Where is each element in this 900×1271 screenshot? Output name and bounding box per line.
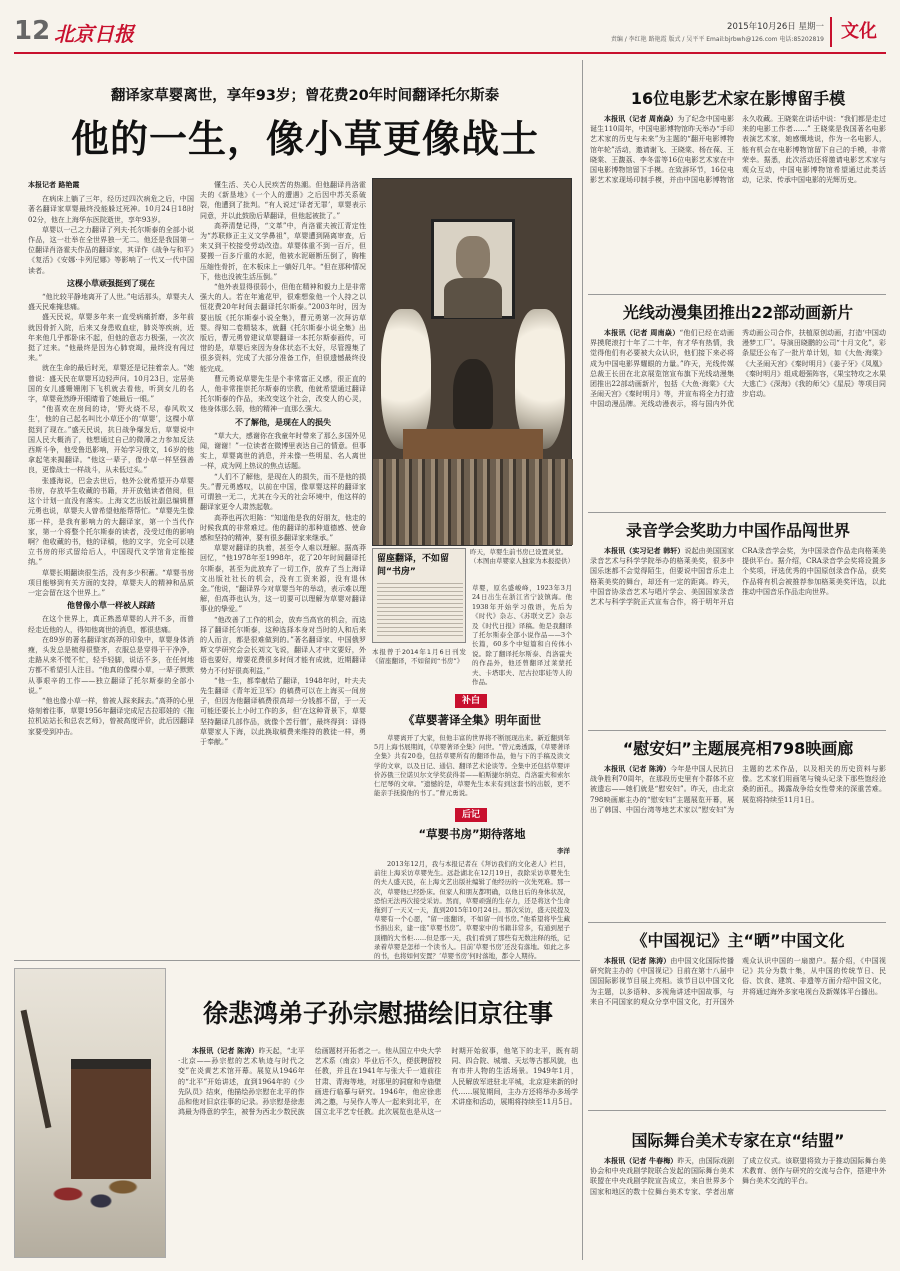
anim-rule (588, 512, 886, 513)
portrait-face (456, 236, 490, 280)
lead-paragraph: “他改善了工作的机会，放弃当高官的机会，而选择了翻译托尔斯泰，这种选择本身对当时的人和后来的人而言，都是很难做到的。”著名翻译家、中国俄罗斯文学研究会会长刘文飞说，翻译人才中文要好，外语也要好，增要花费很多时间才能有成就，近期翻译势力不付好很高利益，” (200, 615, 366, 675)
lead-paragraph: “人们不了解他，是现在人的损失，而不是他的损失。”曹元勇感叹，以前在中国，像草婴这样的翻译家可谓独一无二，尤其在今天的社会环境中，他这样的翻译家更令人肃然起敬。 (200, 472, 366, 512)
right-column-divider (582, 60, 583, 1260)
lead-paragraph: 草婴以一己之力翻译了列夫·托尔斯泰的全部小说作品，这一壮举在全世界独一无二。他还是我国第一位翻译肖洛霍夫作品的翻译家，其译作《战争与和平》《复活》《安娜·卡列尼娜》等影响了一代又一代中国读者。 (28, 225, 194, 275)
flowers-left (381, 309, 431, 449)
sun-body: 昨天起，“北平·北京——孙宗慰的艺术轨迹与时代之变”在炎黄艺术馆开幕。展览从1946年的“北平”开始讲述，直到1964年的《少先队员》结束，他描绘孙宗慰在北平的作品和他对旧京往事的记录。孙宗慰是徐悲鸿最为得意的学生，被誉为西北少数民族绘画题材开拓者之一。他从国立中央大学艺术系（南京）毕业后不久，便获聘留校任教，并且在1941年与张大千一道前往甘肃、青海等地，对那里的洞窟和寺庙壁画进行临摹与研究。1946年，他应徐悲鸿之邀，与吴作人等人一起来到北平，在国立北平艺专任教。此次展览也是从这一时期开始叙事，他笔下的北平，既有胡同、四合院、城墙、天坛等古都风貌，也有市井人物的生活场景。1949年1月，人民解放军进驻北平城，北京迎来新的时代……展览期间，主办方还将举办多场学术讲座和活动，展期将持续至11月5日。 (178, 1047, 578, 1117)
buzhi-title: 《草婴著译全集》明年面世 (403, 713, 541, 727)
bottom-section-rule (14, 960, 580, 961)
lead-subhead-3: 不了解他，是现在人的损失 (235, 417, 331, 427)
photo-caption: 昨天，草婴生前书房已设置灵堂。 （本图由草婴家人独家为本报提供） (470, 548, 574, 565)
lead-subhead-2: 他曾像小草一样被人踩踏 (67, 601, 155, 611)
film-rule (588, 294, 886, 295)
lead-paragraph: 高莽清楚记得，“文革”中，肖洛霍夫被江青定性为“苏联修正主义文学鼻祖”，草婴遭到隔离审查，后来又到干校接受劳动改造。草婴体重不到一百斤，但要搬一百多斤重的水泥，他被水泥砸断压倒了，胸椎压缩性骨折，在木板床上一躺好几年。“但在那种情况下，他也没被生活压倒。” (200, 221, 366, 281)
music-title: 录音学会奖助力中国作品闯世界 (625, 521, 850, 540)
lead-title: 他的一生，像小草更像战士 (70, 117, 539, 161)
lead-paragraph: “他喜欢在房间的诗，‘野火烧不尽，春风吹又生’，他的自己起名叫比小草还小的‘草婴’，这棵小草挺到了现在。”盛天民说，抗日战争爆发后，草婴说中国人民大概消了，他想通过自己的微薄之力参加反法西斯斗争，他受鲁迅影响，开始学习俄文，16岁的他拿起笔来揭翻译。“他这一辈子，像小草一样坚强善良，更像战士一样战斗，从未低过头。” (28, 405, 194, 475)
film-text (590, 114, 886, 290)
sun-text (178, 1046, 578, 1258)
lead-paragraph: 在病床上躺了三年，经历过四次病危之后，中国著名翻译家草婴最终没能躲过死神。10月24日18时02分，他在上海华东医院逝世，享年93岁。 (28, 195, 194, 224)
stage-text (590, 1156, 886, 1258)
lead-paragraph: 就在生命的最后时光，草婴还是记挂着亲人。“她曾说：盛天民在草婴耳边轻声问。10月23日，定居美国的女儿盛姗姗刚下飞机就去看他，听到女儿的名字，草婴竟然睁开眼睛看了她最后一眼。” (28, 364, 194, 404)
comfort-byline: 本报讯（记者 陈涛） (604, 765, 671, 773)
portrait-body (444, 278, 502, 318)
clipping-title: 留座翻译，不如留间“书房” (377, 554, 450, 577)
lead-subhead-1: 这棵小草顽强挺到了现在 (67, 278, 155, 288)
lead-paragraph: “他比较平静地离开了人世。”电话那头，草婴夫人盛天民难掩悲痛。 (28, 293, 194, 312)
houji-label: 后记 (455, 808, 487, 822)
sun-byline: 本报讯（记者 陈涛） (192, 1047, 259, 1055)
stage-byline: 本报讯（记者 牛春梅） (604, 1157, 678, 1165)
china-title: 《中国视记》主“晒”中国文化 (631, 931, 845, 950)
buzhi-text: 草婴离开了大家，但他丰富的世界将不断展现出来。新近翻到年5月上海书展期间，《草婴著译全集》问世。“曾元勇透露，《草婴著译全集》共有20卷，包括草婴所有的翻译作品，他与下的手稿及读文学的文章，以及日记、通信、翻译艺术论谈等。全集中还包括草婴评价苏俄三位诺贝尔文学奖获得者——帕斯捷尔纳克、肖洛霍夫和索尔仁尼琴的文章。“遗憾的是，草婴先生本来有到这套书的出版，更不能亲手抚摸他的书了。”曹元勇说。 (374, 734, 570, 798)
china-body: 由中国文化国际传播研究院主办的《中国视记》日前在第十八届中国国际影视节目展上亮相。该节目以中国文化为主题，以多语种、多视角讲述中国故事，与来自不同国家的观众分享中国文化，打开国外观众认识中国的一扇窗户。据介绍，《中国视记》共分为数十集，从中国的传统节日、民俗、饮食、建筑、非遗等方面介绍中国文化，并将通过海外多家电视台及新媒体平台播出。 (590, 957, 886, 1006)
houji-text: 2013年12月，我与本报记者在《拜访我们的文化老人》栏目，前往上海采访草婴先生。远赴湖北在12月19日，我除采访草婴先生的夫人盛天民，在上海文艺出版社编辑了他经历的一次先死难。那一次，草婴他已经卧床。但家人和朋友都明确，以他日后的身体状况，恐怕无法再次接受采访。然而，草婴顽强的生存力，还是将这个生命拖到了一天又一天，直到2015年10月24日。那次采访，盛天民提及草婴有一个心愿，“留一座翻译，不如留一间书房。”他希望将毕生藏书捐出来，建一座“草婴书房”。草婴家中的书籍非常多，有通到屋子顶棚的大书柜……但是那一天，我们看到了那些有无数注释的纸，记录着草婴是怎样一个读书人。目前‘草婴书房’还没有落地。如此之多的书，也将如何安置？‘草婴书房’何时落地，都令人期待。 (374, 860, 570, 961)
lead-paragraph: 草婴长期翻读很生活，没有多少积蓄。“草婴书房项目能够到有关方面的支持，草婴夫人的精神和品质一定会留在这个世界上。” (28, 568, 194, 597)
china-text (590, 956, 886, 1106)
lead-paragraph: 草婴对翻译的执着，甚至令人难以理解。据高莽回忆，“他1978年至1998年，花了20年时间翻译托尔斯泰，甚至为此放弃了一切工作，放弃了当上海译文出版社社长的机会，没有工资来源，没有退休金。”他说，“翻译界今对草婴当年的举动，表示难以理解，但高莽也认为，这一切要可以理解为草婴对翻译事业的挚爱。” (200, 544, 366, 614)
film-body: 为了纪念中国电影诞生110周年，中国电影博物馆昨天举办“手印艺术家的历史与未来”为主题的“翻开电影博物馆年轮”活动，邀请谢飞、王晓棠、杨在葆、王晓棠、王馥荔、李冬雷等16位电影艺术家在中国电影博物馆留下手模。在致辞环节，16位电影艺术家现场印制手模，并由中国电影博物馆永久收藏。王晓棠在讲话中说：“我们都是走过来的电影工作者……” 王晓棠是我国著名电影表演艺术家，她感慨地说，作为一名电影人，能有机会在电影博物馆留下自己的手模，非常荣幸。据悉，此次活动还将邀请电影艺术家与观众互动，中国电影博物馆希望通过此类活动，记录、传承中国电影的光辉历史。 (590, 115, 886, 185)
lead-paragraph: 张盛海说，巴金去世后，他外公就希望开办草婴书房，存放毕生收藏的书籍，并开放勉读者借阅，但这个计划一直没有落实。上海文艺出版社副总编辑曹元勇也说，草婴夫人曾希望他能帮帮忙。“草婴先生像那一样，是我有影响力的大翻译家，第一个当代作家，第一个将整个托尔斯泰的读者，没受过他的影响啊？他收藏的书，他的译稿，他的文字，完全可以建立书房的形式留给后人，中国现代文学馆肯定能接纳。” (28, 476, 194, 567)
page-header (14, 14, 886, 54)
comfort-title: “慰安妇”主题展亮相798映画廊 (622, 739, 854, 758)
bust-statue (453, 359, 493, 429)
masthead-logo: 北京日报 (54, 22, 134, 46)
lead-paragraph: 曹元勇说草婴先生是个非常富正义感，很正直的人，他非常推崇托尔斯泰的宗教，他就希望通过翻译托尔斯泰的作品，来改变这个社会，改变人的心灵，他身体那么弱，他的精神一直那么强大。 (200, 374, 366, 414)
lead-paragraph: “草大大，感谢你在我童年时带来了那么多国外见闻，谢谢！”一位读者在微博里表达自己的情意。但事实上，草婴离世的消息，并未像一些明星、名人离世一样，成为网上热议的焦点话题。 (200, 431, 366, 471)
buzhi-label: 补白 (455, 694, 487, 708)
header-editors: 责编 / 李红艳 路艳霞 版式 / 吴平平 Email:bjrbwh@126.com 电话:85202819 (610, 36, 824, 43)
china-byline: 本报讯（记者 陈涛） (604, 957, 671, 965)
film-title: 16位电影艺术家在影博留手模 (630, 89, 846, 108)
comfort-rule (588, 922, 886, 923)
flowers-right (515, 309, 565, 449)
header-rule (14, 52, 886, 54)
lead-paragraph: 盛天民说，草婴多年来一直受病痛折磨，多年前就因骨折入院，后来又身患败血症，肺炎等疾病，近年来他几乎都卧床不起，但他的意志力极强，一次次挺了过来。“他最终是因为心肺衰竭，最终没有闯过来。” (28, 313, 194, 363)
biography-box: 草婴，原名盛峻峰，1923年3月24日出生在浙江省宁波镇海。他1938年开始学习俄语，先后为《时代》杂志、《苏联文艺》杂志及《时代日报》译稿。他是我翻译了托尔斯泰全部小说作品——3个长篇，60多个中短篇和自传体小说。除了翻译托尔斯泰、肖洛霍夫的作品外，他还曾翻译过莱蒙托夫、卡塔耶夫、尼古拉耶娃等人的作品。 (472, 584, 572, 687)
bookshelf (373, 459, 573, 545)
anim-body: “他们已经在动画界摸爬滚打十年了二十年，有才华有热情，我觉得他们有必要被大众认识，他们接下来必将成为中国电影界耀眼的力量。”昨天，光线传媒总裁王长田在北京展览馆宣布旗下光线动漫集团推出22部动画新片，包括《大鱼·海棠》《大圣闹天宫》《秦时明月》等，并宣布将全力打造中国动漫品牌。光线动漫表示，将与国内外优秀动画公司合作，扶植原创动画，打造‘中国动漫梦工厂’。 (590, 329, 886, 409)
lead-paragraph: 在这个世界上，真正熟悉草婴的人并不多，而曾经走近他的人，得知他离世的消息，都很悲痛。 (28, 615, 194, 634)
lead-paragraph: “他一生，都奉献给了翻译，1948年时，叶夫夫先生翻译《青年近卫军》的稿费可以在上海买一间房子，但因为他翻译稿费很高却一分钱都不留，于一天可能还要长上小时工作的多，但‘在这种背景下，草婴坚持翻译几部作品，就像个苦行僧’，最终得到：译得草婴家人下海，以此换取稿费来维持的教徒一样，勇于奉献。” (200, 676, 366, 746)
sun-title: 徐悲鸿弟子孙宗慰描绘旧京往事 (202, 999, 553, 1028)
lead-column-2 (200, 180, 366, 955)
anim-byline: 本报讯（记者 周南焱） (604, 329, 680, 337)
houji-byline: 李洋 (557, 847, 570, 855)
stage-title: 国际舞台美术专家在京“结盟” (631, 1131, 845, 1150)
lead-kicker: 翻译家草婴离世，享年93岁；曾花费20年时间翻译托尔斯泰 (110, 88, 500, 104)
lead-paragraph: 在89岁的著名翻译家高莽的印象中，草婴身体消瘦，头发总是梳得很整齐，衣服总是穿得干干净净，走路从来不慌不忙，轻手轻脚，说话不多，在任何地方都不希望引人注目。“他真的像棵小草，一辈子默默从事艰辛的工作——独立翻译了托尔斯泰的全部小说。” (28, 635, 194, 695)
stage-body: 昨天，由国际戏剧协会和中央戏剧学院联合发起的国际舞台美术联盟在中央戏剧学院宣告成立，来自世界多个国家和地区的数十位舞台美术专家、学者出席了成立仪式。该联盟将致力于推动国际舞台美术教育、创作与研究的交流与合作，搭建中外舞台美术交流的平台。 (590, 1157, 886, 1196)
painting-figures (35, 1159, 145, 1229)
clipping-caption: 本报曾于2014年1月6日刊发《留座翻译，不如留间“书房”》 (372, 648, 466, 665)
lead-paragraph: 高莽也再次坦陈：“知道他是我的好朋友，他走的时候我真的非常难过。他的翻译的那种道德感、使命感和坚持的精神，要有很多翻译家来继承。” (200, 513, 366, 542)
anim-body-2: 导演田晓鹏的公司“十月文化”，彩条屋还公布了一批片单计划，如《大鱼·海棠》《大圣闹天宫》《秦时明月》《姜子牙》《凤凰》《秦时明月》组成超强阵容，《果宝特攻之水果大逃亡》《深海》《我的师父》《星辰》等项目同步启动。 (742, 339, 886, 399)
page-number: 12 (14, 16, 51, 46)
memorial-table (403, 429, 543, 459)
music-body: 说起由美国国家录音艺术与科学学院举办的格莱美奖，很多中国乐迷都不会觉得陌生，但要说中国音乐走上格莱美奖的舞台，却还有一定的距离。昨天，中国音协录音艺术与唱片学会、美国国家录音艺术与科学学院正式宣布合作，将于明年开启CRA录音学会奖，为中国录音作品走向格莱美提供平台。据介绍，CRA录音学会奖将设置多个奖项，评选优秀的中国原创录音作品，获奖作品将有机会被推荐参加格莱美奖评选，以此推动中国音乐作品走向世界。 (590, 547, 886, 607)
section-label: 文化 (830, 17, 886, 47)
clipping-body (377, 583, 463, 639)
comfort-text (590, 764, 886, 916)
painting (14, 968, 166, 1258)
anim-text (590, 328, 886, 508)
music-rule (588, 730, 886, 731)
newspaper-clipping (372, 548, 466, 643)
film-byline: 本报讯（记者 周南焱） (604, 115, 678, 123)
music-byline: 本报讯（实习记者 韩轩） (604, 547, 685, 555)
lead-byline: 本报记者 路艳霞 (28, 181, 80, 189)
houji-title: “草婴书房”期待落地 (418, 827, 526, 841)
lead-photo (372, 178, 572, 546)
lead-paragraph: “他外表显得很弱小，但他在精神和毅力上是非常强大的人。若在年逾花甲，很难想象他一个人持之以恒花费20年时间去翻译托尔斯泰。”2003年时，因为要出版《托尔斯泰小说全集》，曹元勇第一次拜访草婴。得知二卷精装本，就翻《托尔斯泰小说全集》出版后，曹元勇曾建议草婴翻译一本托尔斯泰画传，可惜的是，草婴后来因为身体状态不太好，尽管搜集了很多资料，完成了大部分准备工作，但很遗憾最终没能完成。 (200, 283, 366, 373)
music-text (590, 546, 886, 726)
comfort-body: 今年是中国人民抗日战争胜利70周年，在那段历史里有个群体不应被遗忘——她们就是“慰安妇”。昨天，由北京798映画廊主办的“慰安妇”主题展览开幕，展出了韩国、中国台湾等地艺术家以“慰安妇”为主题的艺术作品，以及相关的历史资料与影像。艺术家们用画笔与镜头记录下那些饱经沧桑的面孔，揭露战争给女性带来的深重苦难。展览将持续至11月1日。 (590, 765, 886, 814)
lead-paragraph: 懂生活、关心人民疾苦的热潮。但他翻译肖洛霍夫的《新垦地》《一个人的遭遇》之后因中苏关系破裂，他遭到了批判。“有人说过‘译者无罪’，草婴表示同意，并以此鼓励后辈翻译，但他起被批了。” (200, 181, 366, 220)
painting-tree (21, 1010, 52, 1129)
portrait-frame (431, 219, 515, 319)
china-rule (588, 1110, 886, 1111)
lead-paragraph: “他也像小草一样，曾被人踩来踩去。”高莽的心里烙刻着往事，草婴1956年翻译完成尼古拉耶娃的《拖拉机站站长和总农艺师》，曾被高度评价，此后因翻译家要受到冲击。 (28, 696, 194, 736)
anim-title: 光线动漫集团推出22部动画新片 (622, 303, 854, 322)
header-date: 2015年10月26日 星期一 (727, 22, 824, 32)
